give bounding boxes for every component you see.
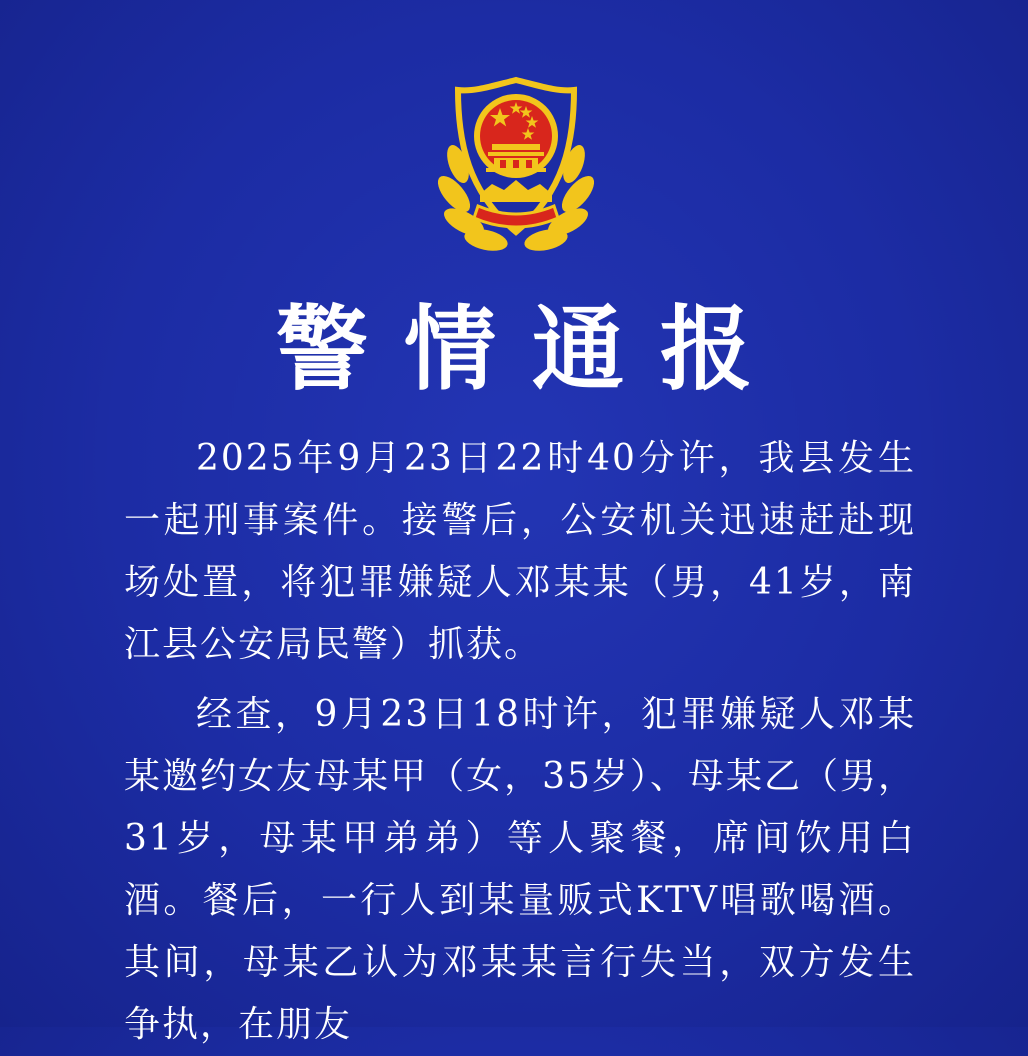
paragraph: 经查，9月23日18时许，犯罪嫌疑人邓某某邀约女友母某甲（女，35岁）、母某乙（男，31岁，母某甲弟弟）等人聚餐，席间饮用白酒。餐后，一行人到某量贩式KTV唱歌喝酒。其间，母某乙认为邓某某言行失当，双方发生争执，在朋友: [124, 694, 916, 1045]
gate-doors: [500, 160, 532, 168]
page-title: 警情通报: [275, 296, 788, 403]
police-emblem-icon: [428, 72, 604, 258]
paragraph: 2025年9月23日22时40分许，我县发生一起刑事案件。接警后，公安机关迅速赶赴现场处置，将犯罪嫌疑人邓某某（男，41岁，南江县公安局民警）抓获。: [124, 438, 916, 665]
body-text: [124, 428, 916, 1056]
